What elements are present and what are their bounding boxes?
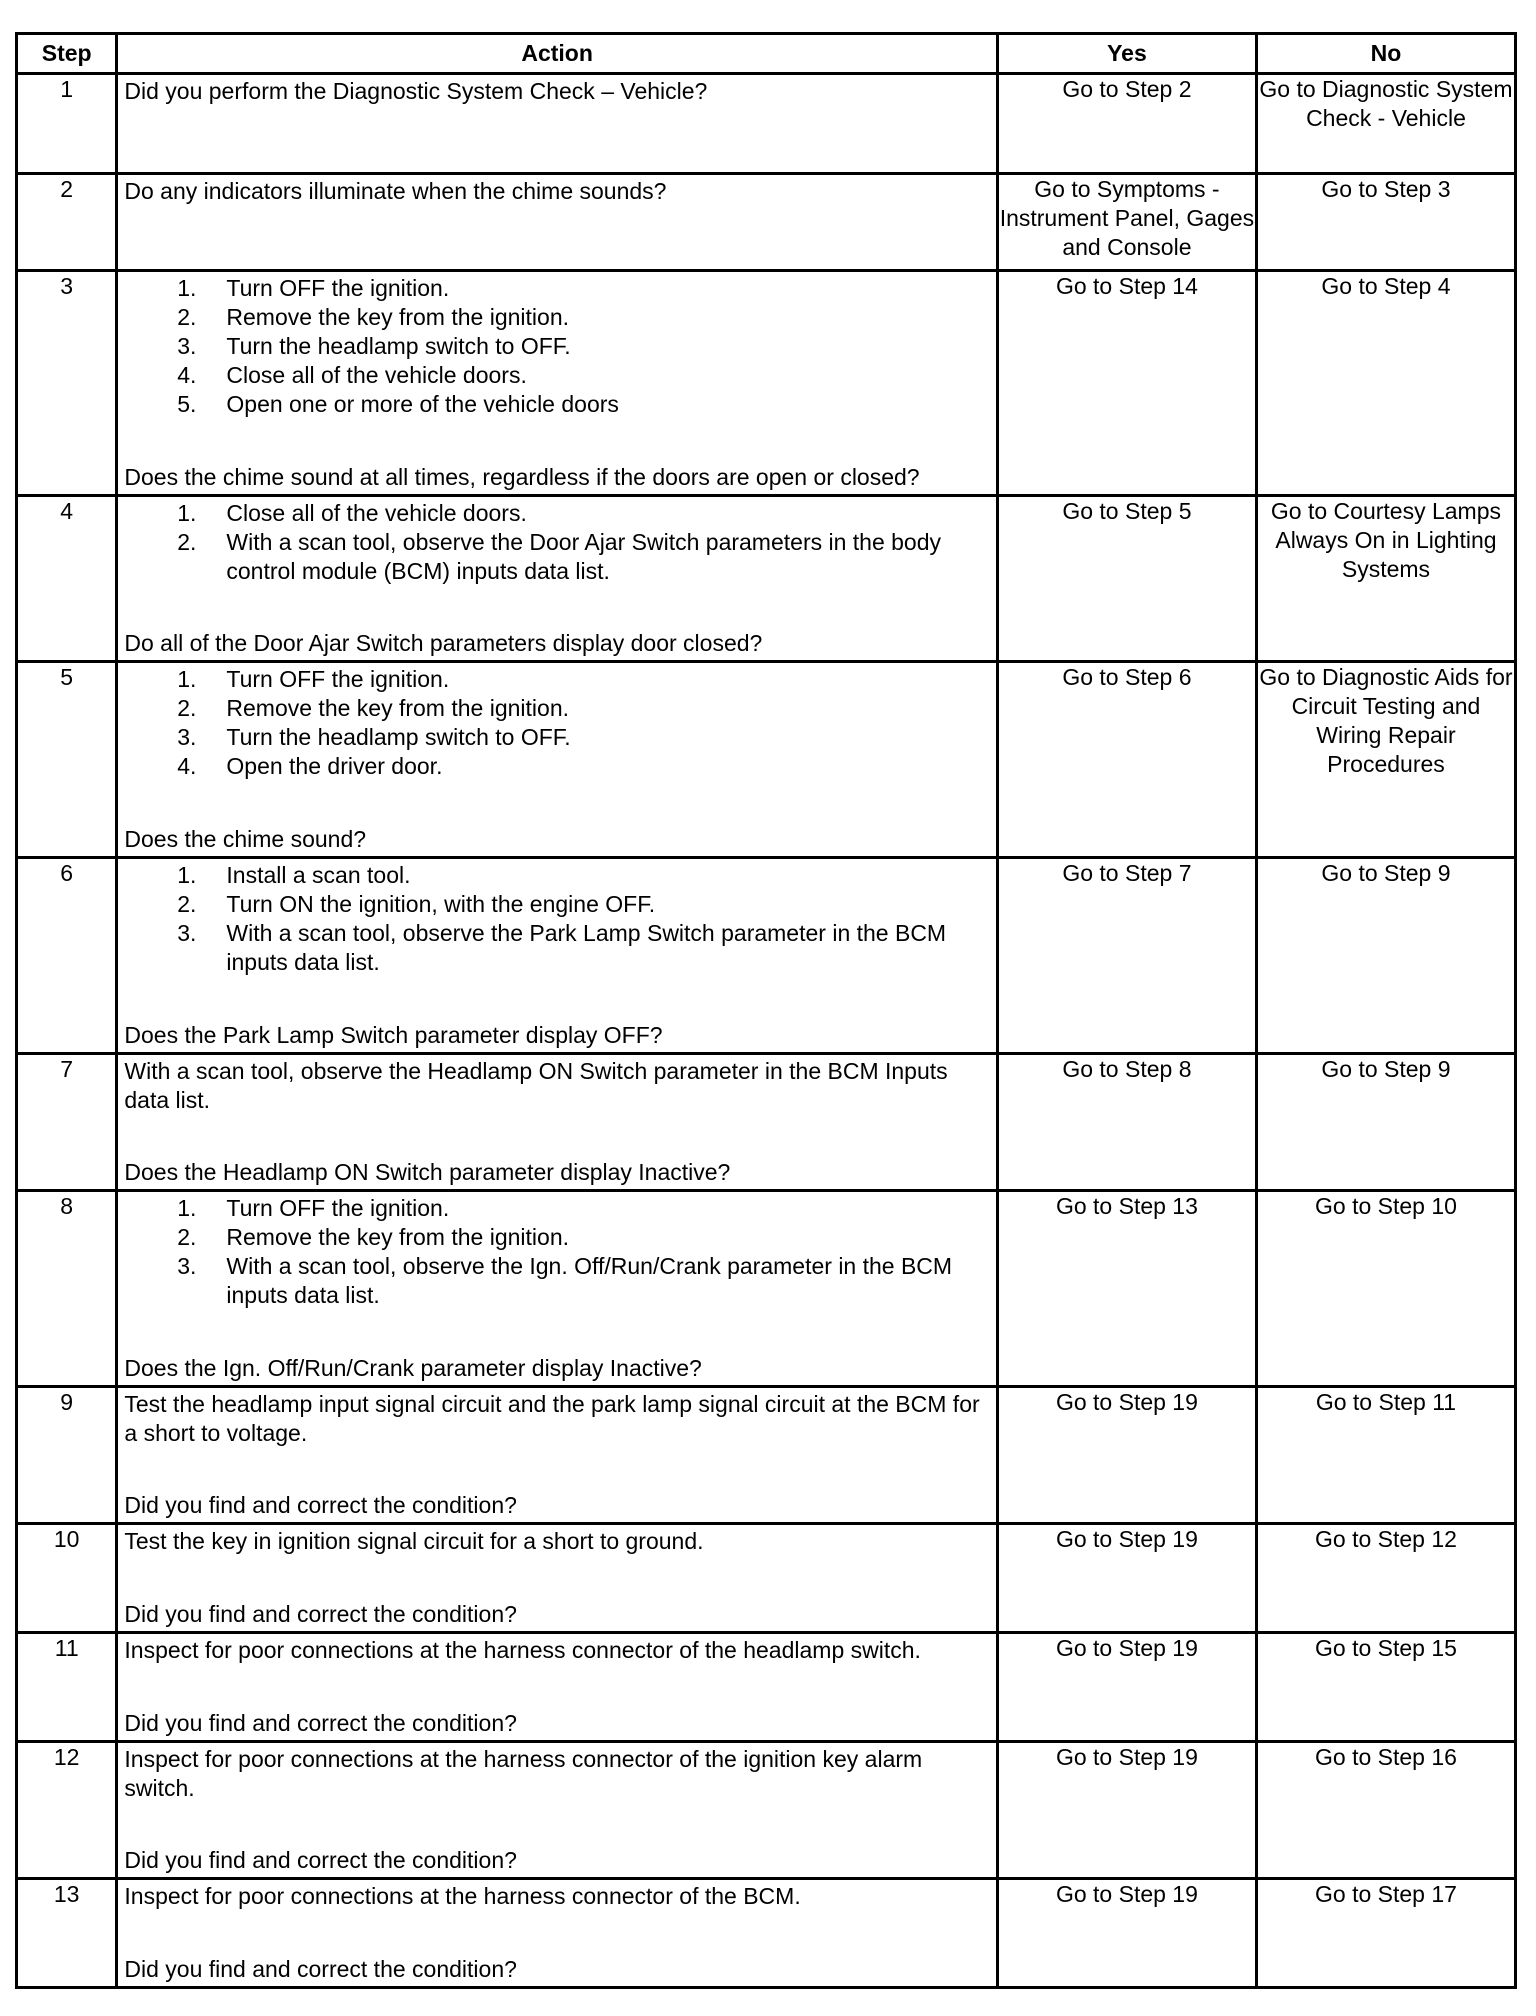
table-row — [17, 662, 1516, 858]
action-question: Did you find and correct the condition? — [124, 1601, 517, 1627]
step-number: 11 — [17, 1633, 117, 1742]
procedure-item-number: 1. — [177, 275, 197, 301]
no-result: Go to Step 17 — [1256, 1879, 1515, 1988]
action-text: Inspect for poor connections at the harness connector of the BCM. — [124, 1883, 801, 1909]
procedure-item-text: Turn OFF the ignition. — [226, 275, 450, 301]
procedure-item-text: Close all of the vehicle doors. — [226, 362, 527, 388]
yes-result: Go to Step 19 — [997, 1387, 1256, 1524]
action-instructions — [124, 665, 992, 825]
yes-result: Go to Symptoms - Instrument Panel, Gages and Console — [997, 174, 1256, 271]
action-cell — [117, 174, 998, 271]
action-text: Test the headlamp input signal circuit and the park lamp signal circuit at the BCM for a short to voltage. — [124, 1391, 980, 1446]
action-question: Did you find and correct the condition? — [124, 1847, 517, 1873]
procedure-item — [124, 303, 992, 332]
action-content — [118, 1388, 996, 1522]
no-result: Go to Diagnostic System Check - Vehicle — [1256, 74, 1515, 174]
table-row — [17, 271, 1516, 496]
procedure-item — [124, 665, 992, 694]
action-cell — [117, 858, 998, 1054]
yes-result: Go to Step 8 — [997, 1054, 1256, 1191]
action-content — [118, 1634, 996, 1740]
header-action: Action — [117, 34, 998, 74]
procedure-item-number: 2. — [177, 304, 197, 330]
procedure-item-number: 3. — [177, 333, 197, 359]
action-cell — [117, 1387, 998, 1524]
action-text: Inspect for poor connections at the harness connector of the headlamp switch. — [124, 1637, 921, 1663]
table-row — [17, 1524, 1516, 1633]
action-instructions — [124, 274, 992, 463]
yes-result: Go to Step 6 — [997, 662, 1256, 858]
action-text: With a scan tool, observe the Headlamp ON Switch parameter in the BCM Inputs data list. — [124, 1058, 948, 1113]
yes-result: Go to Step 19 — [997, 1879, 1256, 1988]
procedure-item-text: Close all of the vehicle doors. — [226, 500, 527, 526]
procedure-item-text: Remove the key from the ignition. — [226, 1224, 569, 1250]
procedure-list — [124, 274, 992, 419]
action-cell — [117, 74, 998, 174]
action-cell — [117, 496, 998, 662]
procedure-list — [124, 665, 992, 781]
table-row — [17, 1742, 1516, 1879]
procedure-item — [124, 390, 992, 419]
action-content — [118, 175, 996, 269]
procedure-list — [124, 861, 992, 977]
procedure-item — [124, 723, 992, 752]
action-question: Does the chime sound? — [124, 826, 367, 852]
procedure-item — [124, 752, 992, 781]
action-cell — [117, 1742, 998, 1879]
action-content — [118, 1192, 996, 1385]
procedure-item-text: Remove the key from the ignition. — [226, 695, 569, 721]
no-result: Go to Step 16 — [1256, 1742, 1515, 1879]
step-number: 2 — [17, 174, 117, 271]
step-number: 13 — [17, 1879, 117, 1988]
action-content — [118, 1880, 996, 1986]
table-row — [17, 496, 1516, 662]
procedure-item-text: Open the driver door. — [226, 753, 443, 779]
step-number: 12 — [17, 1742, 117, 1879]
yes-result: Go to Step 19 — [997, 1742, 1256, 1879]
action-content — [118, 1525, 996, 1631]
action-instructions — [124, 1882, 992, 1955]
yes-result: Go to Step 2 — [997, 74, 1256, 174]
table-body — [17, 74, 1516, 1988]
no-result: Go to Step 10 — [1256, 1191, 1515, 1387]
action-instructions — [124, 1745, 992, 1846]
action-question: Did you find and correct the condition? — [124, 1492, 517, 1518]
no-result: Go to Courtesy Lamps Always On in Lighting Systems — [1256, 496, 1515, 662]
procedure-item — [124, 361, 992, 390]
procedure-item-number: 3. — [177, 724, 197, 750]
procedure-item-number: 1. — [177, 666, 197, 692]
action-content — [118, 1055, 996, 1189]
action-question: Does the Ign. Off/Run/Crank parameter display Inactive? — [124, 1355, 702, 1381]
yes-result: Go to Step 5 — [997, 496, 1256, 662]
header-no: No — [1256, 34, 1515, 74]
procedure-item-text: With a scan tool, observe the Door Ajar Switch parameters in the body control module (BCM) inputs data list. — [226, 529, 942, 584]
procedure-item-number: 2. — [177, 695, 197, 721]
no-result: Go to Step 3 — [1256, 174, 1515, 271]
procedure-item-number: 4. — [177, 753, 197, 779]
action-question: Does the Park Lamp Switch parameter display OFF? — [124, 1022, 663, 1048]
no-result: Go to Step 11 — [1256, 1387, 1515, 1524]
procedure-item — [124, 1223, 992, 1252]
procedure-item-number: 2. — [177, 1224, 197, 1250]
step-number: 9 — [17, 1387, 117, 1524]
action-content — [118, 663, 996, 856]
action-cell — [117, 271, 998, 496]
step-number: 4 — [17, 496, 117, 662]
action-instructions — [124, 177, 992, 267]
procedure-item-number: 1. — [177, 500, 197, 526]
procedure-item-text: Install a scan tool. — [226, 862, 411, 888]
procedure-item-text: Turn the headlamp switch to OFF. — [226, 724, 571, 750]
yes-result: Go to Step 19 — [997, 1633, 1256, 1742]
action-text: Do any indicators illuminate when the chime sounds? — [124, 178, 667, 204]
action-question: Did you find and correct the condition? — [124, 1956, 517, 1982]
no-result: Go to Step 9 — [1256, 858, 1515, 1054]
table-row — [17, 1387, 1516, 1524]
step-number: 5 — [17, 662, 117, 858]
step-number: 1 — [17, 74, 117, 174]
procedure-item — [124, 694, 992, 723]
action-text: Inspect for poor connections at the harness connector of the ignition key alarm switch. — [124, 1746, 923, 1801]
no-result: Go to Diagnostic Aids for Circuit Testing and Wiring Repair Procedures — [1256, 662, 1515, 858]
header-yes: Yes — [997, 34, 1256, 74]
procedure-item-text: Remove the key from the ignition. — [226, 304, 569, 330]
action-instructions — [124, 1194, 992, 1354]
action-instructions — [124, 499, 992, 629]
step-number: 10 — [17, 1524, 117, 1633]
header-row — [17, 34, 1516, 74]
table-row — [17, 74, 1516, 174]
action-question: Did you find and correct the condition? — [124, 1710, 517, 1736]
action-content — [118, 1743, 996, 1877]
procedure-item-number: 1. — [177, 1195, 197, 1221]
action-content — [118, 272, 996, 494]
procedure-item-text: Turn OFF the ignition. — [226, 666, 450, 692]
procedure-item-number: 2. — [177, 891, 197, 917]
procedure-item-number: 3. — [177, 1253, 197, 1279]
table-row — [17, 1054, 1516, 1191]
action-cell — [117, 1633, 998, 1742]
procedure-item — [124, 274, 992, 303]
header-step: Step — [17, 34, 117, 74]
procedure-item-number: 3. — [177, 920, 197, 946]
procedure-item-number: 4. — [177, 362, 197, 388]
step-number: 6 — [17, 858, 117, 1054]
procedure-item — [124, 861, 992, 890]
yes-result: Go to Step 13 — [997, 1191, 1256, 1387]
procedure-item — [124, 332, 992, 361]
action-instructions — [124, 1636, 992, 1709]
yes-result: Go to Step 7 — [997, 858, 1256, 1054]
action-cell — [117, 1879, 998, 1988]
procedure-item-number: 5. — [177, 391, 197, 417]
action-question: Do all of the Door Ajar Switch parameters display door closed? — [124, 630, 763, 656]
table-row — [17, 1879, 1516, 1988]
procedure-item-text: Turn OFF the ignition. — [226, 1195, 450, 1221]
action-content — [118, 497, 996, 660]
yes-result: Go to Step 14 — [997, 271, 1256, 496]
action-cell — [117, 1524, 998, 1633]
step-number: 7 — [17, 1054, 117, 1191]
procedure-item-number: 1. — [177, 862, 197, 888]
action-instructions — [124, 77, 992, 170]
procedure-item-text: Turn ON the ignition, with the engine OFF. — [226, 891, 656, 917]
procedure-item-text: With a scan tool, observe the Ign. Off/Run/Crank parameter in the BCM inputs data list. — [226, 1253, 953, 1308]
procedure-item — [124, 1194, 992, 1223]
no-result: Go to Step 4 — [1256, 271, 1515, 496]
procedure-item — [124, 499, 992, 528]
table-row — [17, 858, 1516, 1054]
yes-result: Go to Step 19 — [997, 1524, 1256, 1633]
table-row — [17, 174, 1516, 271]
action-cell — [117, 1191, 998, 1387]
action-cell — [117, 662, 998, 858]
no-result: Go to Step 15 — [1256, 1633, 1515, 1742]
diagnostic-table — [15, 32, 1517, 1989]
table-row — [17, 1191, 1516, 1387]
procedure-item-text: With a scan tool, observe the Park Lamp Switch parameter in the BCM inputs data list. — [226, 920, 947, 975]
procedure-list — [124, 1194, 992, 1310]
action-instructions — [124, 1057, 992, 1158]
procedure-item — [124, 1252, 992, 1310]
procedure-item-number: 2. — [177, 529, 197, 555]
action-text: Test the key in ignition signal circuit for a short to ground. — [124, 1528, 704, 1554]
procedure-item-text: Turn the headlamp switch to OFF. — [226, 333, 571, 359]
action-instructions — [124, 1527, 992, 1600]
action-question: Does the chime sound at all times, regardless if the doors are open or closed? — [124, 464, 920, 490]
procedure-list — [124, 499, 992, 586]
step-number: 3 — [17, 271, 117, 496]
procedure-item-text: Open one or more of the vehicle doors — [226, 391, 619, 417]
action-instructions — [124, 1390, 992, 1491]
procedure-item — [124, 919, 992, 977]
action-content — [118, 75, 996, 172]
table-row — [17, 1633, 1516, 1742]
action-text: Did you perform the Diagnostic System Check – Vehicle? — [124, 78, 708, 104]
action-question: Does the Headlamp ON Switch parameter display Inactive? — [124, 1159, 731, 1185]
procedure-item — [124, 890, 992, 919]
action-content — [118, 859, 996, 1052]
action-instructions — [124, 861, 992, 1021]
no-result: Go to Step 12 — [1256, 1524, 1515, 1633]
procedure-item — [124, 528, 992, 586]
no-result: Go to Step 9 — [1256, 1054, 1515, 1191]
action-cell — [117, 1054, 998, 1191]
step-number: 8 — [17, 1191, 117, 1387]
